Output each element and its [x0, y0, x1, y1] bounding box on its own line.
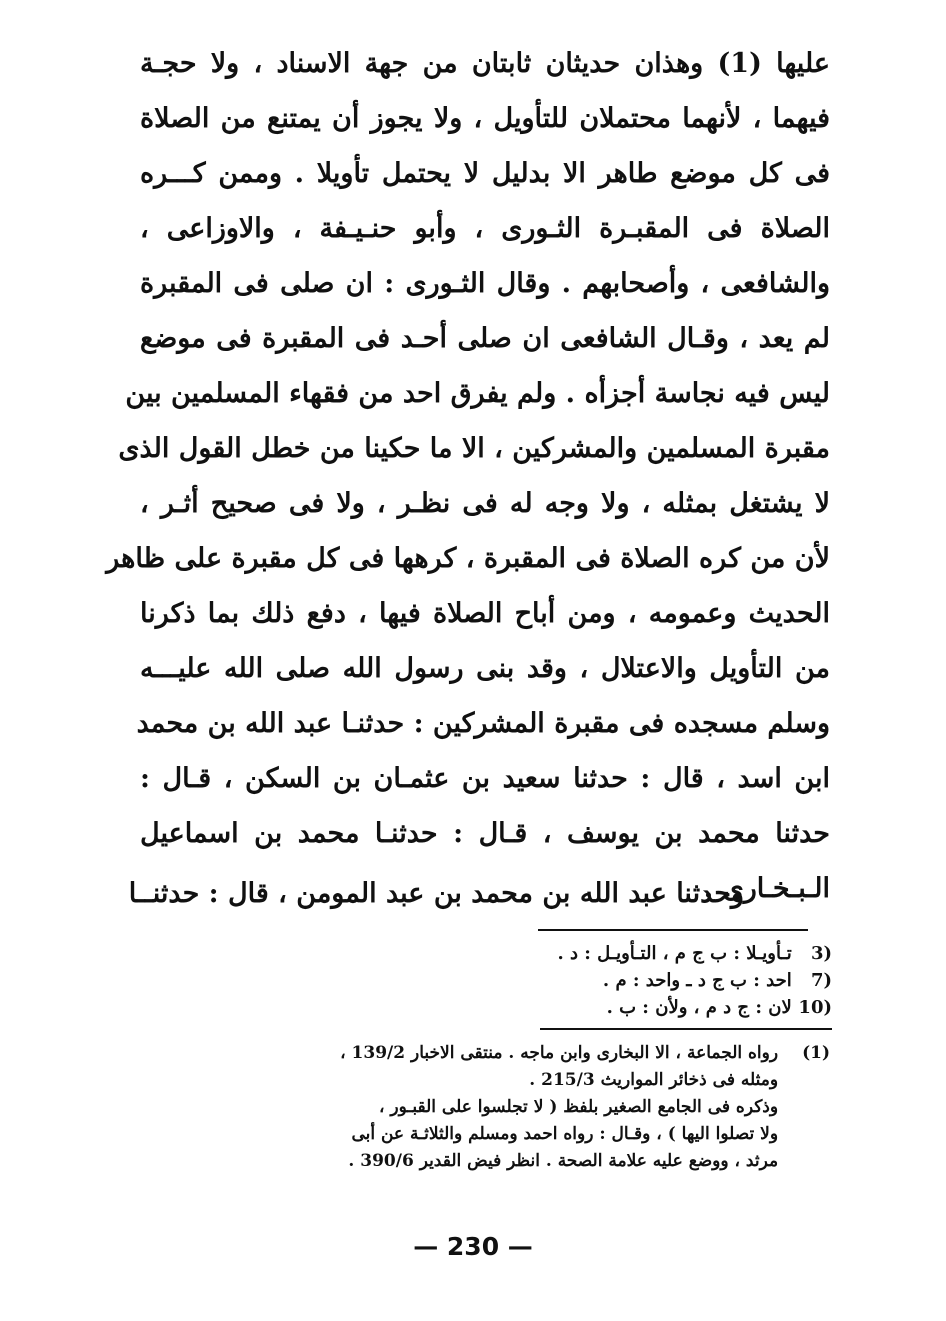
variant-line-number: 10) [798, 997, 832, 1018]
text-line: وسلم مسجده فى مقبرة المشركين : حدثنـا عبد الله بن محمد [136, 708, 830, 739]
text-line: عليها (1) وهذان حديثان ثابتان من جهة الاسناد ، ولا حجـة [140, 48, 830, 79]
footnote-line [130, 1121, 830, 1148]
footnote-line [130, 1148, 830, 1175]
text-line: ابن اسد ، قال : حدثنا سعيد بن عثمـان بن السكن ، قـال : [140, 763, 830, 794]
footnote-line [130, 1040, 830, 1067]
footnote-text: مرثد ، ووضع عليه علامة الصحة . انظر فيض القدير 390/6 . [348, 1151, 779, 1171]
text-line: مقبرة المسلمين والمشركين ، الا ما حكينا من خطل القول الذى [118, 433, 830, 464]
variant-text: لان : ج د م ، ولأن : ب . [606, 997, 792, 1018]
footnotes [130, 1040, 830, 1175]
text-line: الـبـخـارى . [703, 873, 830, 904]
text-line: فيهما ، لأنهما محتملان للتأويل ، ولا يجوز أن يمتنع من الصلاة [140, 103, 830, 134]
variant-reading [300, 940, 832, 967]
variant-text: تـأويـلا : ب ج م ، التـأويـل : د . [557, 943, 792, 964]
footnote-divider-rule [540, 1028, 832, 1030]
text-line: الحديث وعمومه ، ومن أباح الصلاة فيها ، دفع ذلك بما ذكرنا [140, 598, 830, 629]
footnote-text: رواه الجماعة ، الا البخارى وابن ماجه . منتقى الاخبار 139/2 ، [340, 1043, 779, 1063]
text-line: لا يشتغل بمثله ، ولا وجه له فى نظـر ، ولا فى صحيح أثـر ، [140, 488, 830, 519]
variant-line-number: 7) [810, 970, 832, 991]
footnote-number: (1) [802, 1043, 830, 1063]
footnote-line [130, 1094, 830, 1121]
variant-reading [300, 967, 832, 994]
variant-reading [300, 994, 832, 1021]
continued-text-line: وحدثنا عبد الله بن محمد بن عبد المومن ، قال : حدثنــا [128, 878, 744, 909]
footnote-text: ولا تصلوا اليها ) ، وقـال : رواه احمد ومسلم والثلاثـة عن أبى [351, 1124, 779, 1144]
text-divider-rule [538, 929, 808, 931]
variant-line-number: 3) [810, 943, 832, 964]
text-line: فى كل موضع طاهر الا بدليل لا يحتمل تأويلا . وممن كـــره [140, 158, 830, 189]
text-line: من التأويل والاعتلال ، وقد بنى رسول الله صلى الله عليـــه [140, 653, 830, 684]
text-line: لأن من كره الصلاة فى المقبرة ، كرهها فى كل مقبرة على ظاهر [106, 543, 830, 574]
text-line: ليس فيه نجاسة أجزأه . ولم يفرق احد من فقهاء المسلمين بين [125, 378, 830, 409]
page-number: — 230 — [413, 1232, 533, 1261]
text-line: حدثنا محمد بن يوسف ، قـال : حدثنـا محمد بن اسماعيل [140, 818, 830, 849]
variant-text: احد : ب ج د ـ واحد : م . [602, 970, 792, 991]
variant-readings [300, 940, 832, 1021]
footnote-line [130, 1067, 830, 1094]
footnote-text: ومثله فى ذخائر المواريث 215/3 . [529, 1070, 779, 1090]
text-line: لم يعد ، وقـال الشافعى ان صلى أحـد فى المقبرة فى موضع [140, 323, 830, 354]
text-line: والشافعى ، وأصحابهم . وقال الثـورى : ان صلى فى المقبرة [140, 268, 830, 299]
main-text-block [106, 36, 830, 916]
text-line: الصلاة فى المقبـرة الثـورى ، وأبو حنـيـفة ، والاوزاعى ، [140, 213, 830, 244]
footnote-text: وذكره فى الجامع الصغير بلفظ ( لا تجلسوا على القبـور ، [379, 1097, 779, 1117]
